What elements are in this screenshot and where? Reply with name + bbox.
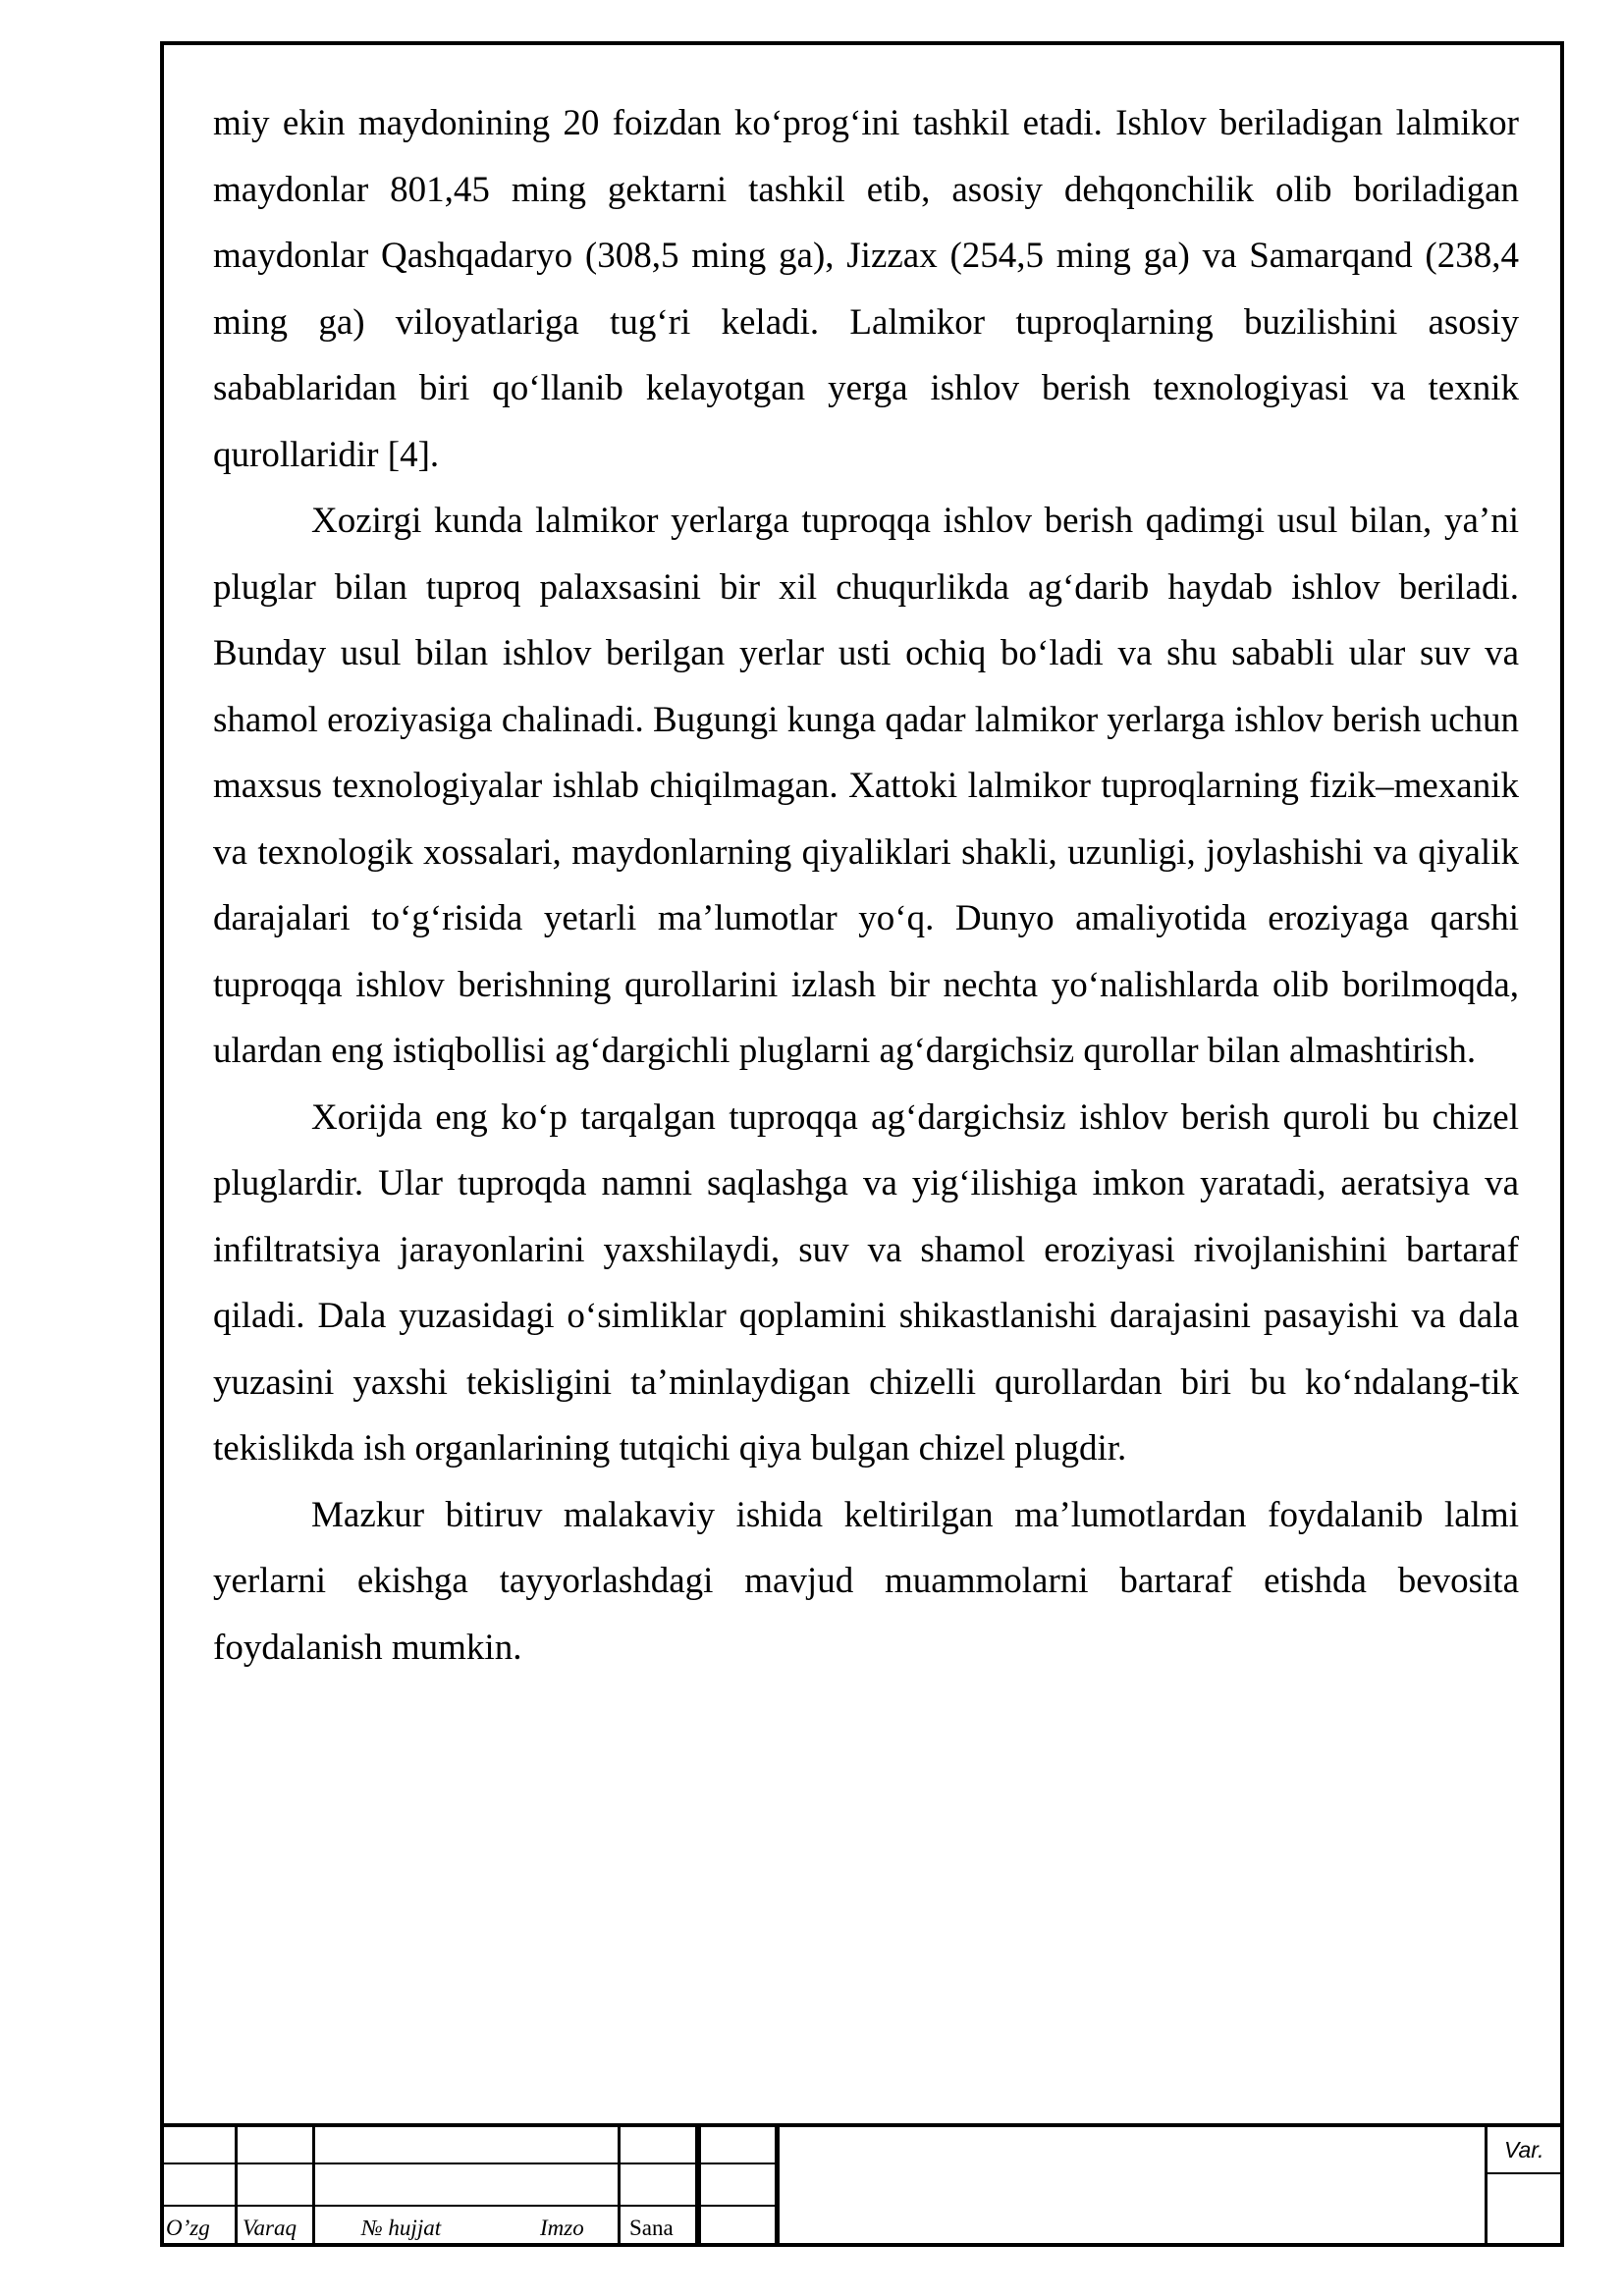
stamp-divider (312, 2127, 315, 2247)
stamp-row-line (160, 2163, 777, 2164)
stamp-divider (618, 2127, 621, 2247)
stamp-label-sheet: Var. (1504, 2137, 1544, 2163)
stamp-divider (777, 2127, 780, 2247)
stamp-row-line (1485, 2172, 1564, 2174)
stamp-label-imzo: Imzo (540, 2216, 584, 2240)
stamp-row-line (160, 2205, 777, 2207)
stamp-divider (698, 2127, 701, 2247)
stamp-label-sana: Sana (629, 2216, 674, 2240)
paragraph-3: Xorijda eng ko‘p tarqalgan tuproqqa ag‘dargichsiz ishlov berish quroli bu chizel pluglardir. Ular tuproqda namni saqlashga va yig‘ilishiga imkon yaratadi, aeratsiya va infiltratsiya jarayonlarini yaxshilaydi, suv va shamol eroziyasi rivojlanishini bartaraf qiladi. Dala yuzasidagi o‘simliklar qoplamini shikastlanishi darajasini pasayishi va dala yuzasini yaxshi tekisligini ta’minlaydigan chizelli qurollardan biri bu ko‘ndalang-tik tekislikda ish organlarining tutqichi qiya bulgan chizel plugdir. (213, 1096, 1519, 1468)
stamp-divider (235, 2127, 238, 2247)
paragraph-4: Mazkur bitiruv malakaviy ishida keltirilgan ma’lumotlardan foydalanib lalmi yerlarni ekishga tayyorlashdagi mavjud muammolarni bartaraf etishda bevosita foydalanish mumkin. (213, 1494, 1519, 1668)
stamp-divider (1485, 2127, 1488, 2247)
stamp-label-ozg: O’zg (166, 2216, 210, 2240)
stamp-label-varaq: Varaq (243, 2216, 297, 2240)
title-block-stamp (160, 2123, 1564, 2247)
paragraph-2: Xozirgi kunda lalmikor yerlarga tuproqqa ishlov berish qadimgi usul bilan, ya’ni pluglar bilan tuproq palaxsasini bir xil chuqurlikda ag‘darib haydab ishlov beriladi. Bunday usul bilan ishlov berilgan yerlar usti ochiq bo‘ladi va shu sababli ular suv va shamol eroziyasiga chalinadi. Bugungi kunga qadar lalmikor yerlarga ishlov berish uchun maxsus texnologiyalar ishlab chiqilmagan. Xattoki lalmikor tuproqlarning fizik–mexanik va texnologik xossalari, maydonlarning qiyaliklari shakli, uzunligi, joylashishi va qiyalik darajalari to‘g‘risida yetarli ma’lumotlar yo‘q. Dunyo amaliyotida eroziyaga qarshi tuproqqa ishlov berishning qurollarini izlash bir nechta yo‘nalishlarda olib borilmoqda, ulardan eng istiqbollisi ag‘dargichli pluglarni ag‘dargichsiz qurollar bilan almashtirish. (213, 501, 1519, 1071)
stamp-label-hujjat: № hujjat (361, 2216, 442, 2240)
paragraph-1: miy ekin maydonining 20 foizdan ko‘prog‘ini tashkil etadi. Ishlov beriladigan lalmikor maydonlar 801,45 ming gektarni tashkil etib, asosiy dehqonchilik olib boriladigan maydonlar Qashqadaryo (308,5 ming ga), Jizzax (254,5 ming ga) va Samarqand (238,4 ming ga) viloyatlariga tug‘ri keladi. Lalmikor tuproqlarning buzilishini asosiy sabablaridan biri qo‘llanib kelayotgan yerga ishlov berish texnologiyasi va texnik qurollaridir [4]. (213, 103, 1519, 475)
document-body (213, 90, 1519, 1681)
